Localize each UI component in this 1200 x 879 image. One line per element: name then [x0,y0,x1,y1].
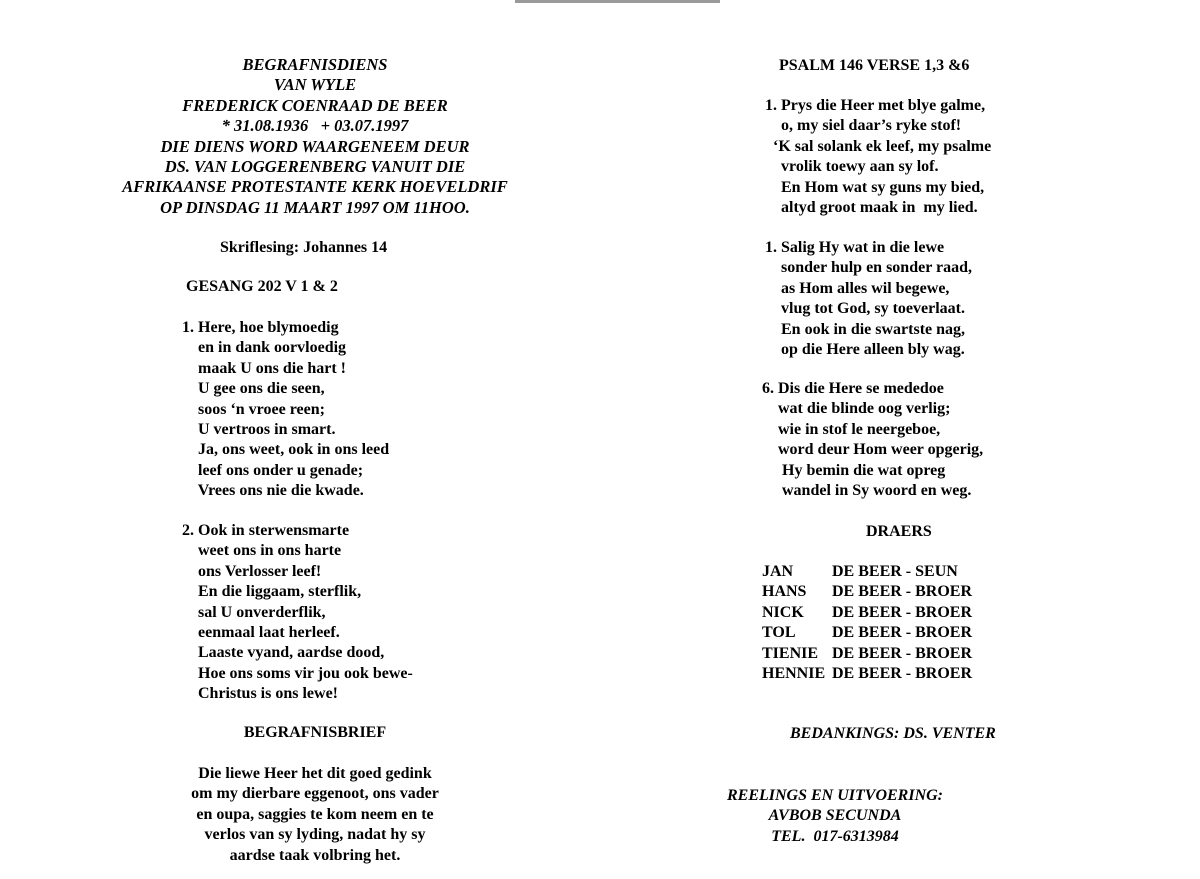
draer-role: DE BEER - BROER [832,583,973,601]
header-line: VAN WYLE [273,75,357,95]
bedankings: BEDANKINGS: DS. VENTER [790,725,996,742]
psalm-verse-6 [758,379,1160,501]
verse-line: en in dank oorvloedig [182,339,347,357]
draer-role: DE BEER - BROER [832,624,973,642]
verse-line: altyd groot maak in my lied. [765,199,978,217]
verse-line: Ja, ons weet, ook in ons leed [182,441,390,459]
verse-line: 6. Dis die Here se mededoe [758,380,944,397]
reelings-line: AVBOB SECUNDA [768,807,902,825]
draer-role: DE BEER - BROER [832,644,973,662]
header-line: AFRIKAANSE PROTESTANTE KERK HOEVELDRIF [122,177,508,197]
draers-row [762,623,1160,643]
brief-line: aardse taak volbring het. [229,846,401,864]
brief-text [60,764,570,866]
header-line: FREDERICK COENRAAD DE BEER [182,95,448,115]
brief-title: BEGRAFNISBRIEF [243,724,387,741]
verse-line: En Hom wat sy guns my bied, [765,178,985,196]
header-line: * 31.08.1936 + 03.07.1997 [221,116,409,136]
verse-line: ons Verlosser leef! [182,562,322,580]
draers-row [762,644,1160,664]
draers-row [762,603,1160,623]
gesang-verse-1 [182,318,570,502]
header-line: OP DINSDAG 11 MAART 1997 OM 11HOO. [160,197,470,217]
header-line: DS. VAN LOGGERENBERG VANUIT DIE [164,157,466,177]
verse-line: sal U onverderflik, [182,603,326,621]
verse-line: wat die blinde oog verlig; [758,400,951,418]
verse-line: U gee ons die seen, [182,380,325,398]
verse-line: 1. Prys die Heer met blye galme, [765,97,986,114]
draer-name: TIENIE [762,644,819,662]
verse-line: 1. Here, hoe blymoedig [182,319,339,336]
draer-role: DE BEER - BROER [832,603,973,621]
gesang-title: GESANG 202 V 1 & 2 [186,278,338,295]
draer-name: HANS [762,583,807,601]
left-column [60,0,570,879]
gesang-verse-2 [182,521,570,705]
verse-line: op die Here alleen bly wag. [765,341,965,359]
draer-name: NICK [762,603,804,621]
verse-line: vlug tot God, sy toeverlaat. [765,300,965,318]
brief-line: en oupa, saggies te kom neem en te [196,805,434,823]
verse-line: weet ons in ons harte [182,542,342,560]
verse-line: En ook in die swartste nag, [765,320,966,338]
skriflesing: Skriflesing: Johannes 14 [220,239,388,256]
verse-line: eenmaal laat herleef. [182,624,340,642]
verse-line: Hy bemin die wat opreg [758,461,946,479]
verse-line: Vrees ons nie die kwade. [182,482,364,500]
verse-line: U vertroos in smart. [182,421,336,439]
brief-line: Die liewe Heer het dit goed gedink [198,765,432,782]
verse-line: wie in stof le neergeboe, [758,420,941,438]
psalm-title: PSALM 146 VERSE 1,3 &6 [779,57,970,74]
reelings-line: TEL. 017-6313984 [771,827,899,845]
brief-line: verlos van sy lyding, nadat hy sy [204,826,426,844]
draers-row [762,664,1160,684]
verse-line: word deur Hom weer opgerig, [758,441,984,459]
verse-line: 2. Ook in sterwensmarte [182,522,350,539]
verse-line: maak U ons die hart ! [182,359,347,377]
draers-title: DRAERS [866,523,932,540]
draer-name: JAN [762,563,794,580]
verse-line: wandel in Sy woord en weg. [758,482,972,500]
verse-line: 1. Salig Hy wat in die lewe [765,239,945,256]
draer-name: HENNIE [762,665,826,683]
draer-role: DE BEER - BROER [832,665,973,683]
header-line: BEGRAFNISDIENS [242,55,388,74]
verse-line: sonder hulp en sonder raad, [765,259,973,277]
draer-name: TOL [762,624,796,642]
draer-role: DE BEER - SEUN [832,563,958,580]
verse-line: leef ons onder u genade; [182,461,364,479]
service-header [60,55,570,218]
header-line: DIE DIENS WORD WAARGENEEM DEUR [160,136,470,156]
draers-row [762,582,1160,602]
brief-line: om my dierbare eggenoot, ons vader [191,785,439,803]
verse-line: Christus is ons lewe! [182,685,339,703]
verse-line: o, my siel daar’s ryke stof! [765,117,962,135]
draers-list [762,562,1160,684]
verse-line: soos ‘n vroee reen; [182,400,325,418]
reelings [640,786,1030,847]
verse-line: Laaste vyand, aardse dood, [182,644,385,662]
verse-line: En die liggaam, sterflik, [182,583,362,601]
reelings-line: REELINGS EN UITVOERING: [726,787,944,804]
verse-line: as Hom alles wil begewe, [765,279,950,297]
verse-line: vrolik toewy aan sy lof. [765,158,939,176]
psalm-verse-1 [765,96,1160,218]
verse-line: ‘K sal solank ek leef, my psalme [765,137,992,155]
verse-line: Hoe ons soms vir jou ook bewe- [182,664,413,682]
right-column [640,0,1160,879]
draers-row [762,562,1160,582]
psalm-verse-3 [765,238,1160,360]
